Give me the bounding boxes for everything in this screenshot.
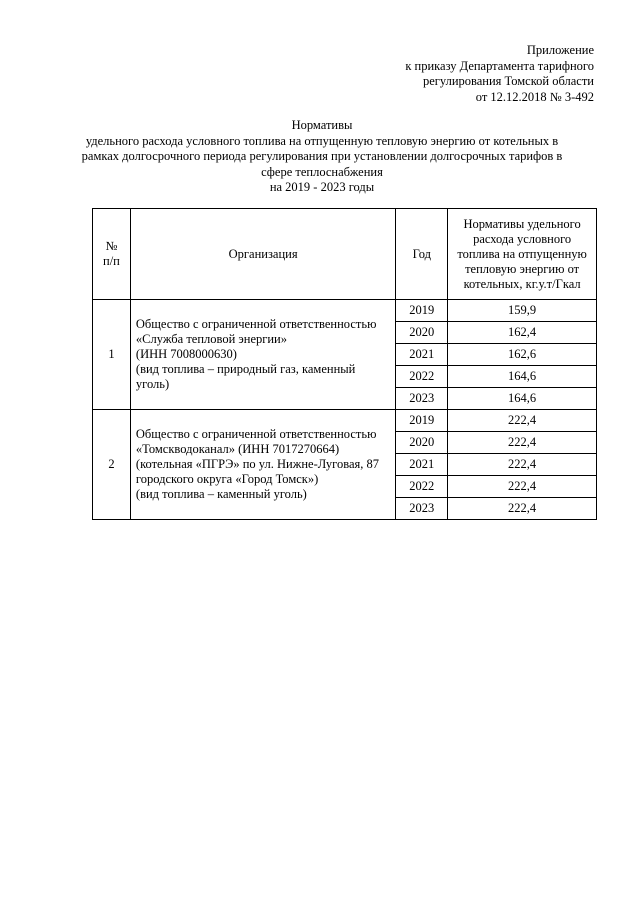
year-cell: 2023	[396, 388, 448, 410]
table-row	[93, 410, 597, 432]
title-line-3: рамках долгосрочного периода регулирования при установлении долгосрочных тарифов в	[81, 149, 563, 163]
title-line-2: удельного расхода условного топлива на отпущенную тепловую энергию от котельных в	[85, 133, 559, 148]
norm-value-cell: 159,9	[448, 300, 597, 322]
appendix-line-4: от 12.12.2018 № 3-492	[475, 89, 594, 104]
table-header-row	[93, 209, 597, 300]
year-cell: 2021	[396, 454, 448, 476]
organization-line: (ИНН 7008000630)	[135, 347, 237, 361]
norm-value-cell: 164,6	[448, 366, 597, 388]
title-line-4: сфере теплоснабжения	[261, 164, 383, 179]
norm-value-cell: 162,4	[448, 322, 597, 344]
year-cell: 2022	[396, 366, 448, 388]
header-norm: Нормативы удельного расхода условного топлива на отпущенную тепловую энергию от котельных, кг.у.т/Гкал	[448, 209, 597, 300]
organization-line: «Служба тепловой энергии»	[135, 332, 287, 346]
year-cell: 2022	[396, 476, 448, 498]
appendix-header	[405, 43, 594, 105]
year-cell: 2023	[396, 498, 448, 520]
table-row	[93, 300, 597, 322]
header-organization: Организация	[130, 209, 395, 300]
header-year: Год	[396, 209, 448, 300]
organization-cell	[130, 300, 395, 410]
norm-value-cell: 162,6	[448, 344, 597, 366]
organization-line: (котельная «ПГРЭ» по ул. Нижне-Луговая, 87 городского округа «Город Томск»)	[135, 457, 380, 486]
norm-value-cell: 222,4	[448, 454, 597, 476]
header-num-line-1: №	[105, 239, 118, 253]
year-cell: 2021	[396, 344, 448, 366]
organization-line: (вид топлива – природный газ, каменный уголь)	[135, 362, 356, 391]
row-number: 1	[93, 300, 131, 410]
document-title	[80, 118, 564, 196]
year-cell: 2019	[396, 410, 448, 432]
organization-line: Общество с ограниченной ответственностью «Томскводоканал» (ИНН 7017270664)	[135, 427, 377, 456]
table-body	[93, 300, 597, 520]
appendix-line-3: регулирования Томской области	[422, 74, 594, 88]
norm-value-cell: 164,6	[448, 388, 597, 410]
appendix-line-2: к приказу Департамента тарифного	[405, 58, 594, 73]
organization-cell	[130, 410, 395, 520]
title-line-5: на 2019 - 2023 годы	[269, 180, 375, 194]
year-cell: 2020	[396, 322, 448, 344]
appendix-line-1: Приложение	[526, 43, 594, 57]
organization-line: (вид топлива – каменный уголь)	[135, 487, 307, 501]
norm-value-cell: 222,4	[448, 410, 597, 432]
year-cell: 2020	[396, 432, 448, 454]
year-cell: 2019	[396, 300, 448, 322]
header-num	[93, 209, 131, 300]
norm-value-cell: 222,4	[448, 498, 597, 520]
header-num-line-2: п/п	[103, 254, 120, 268]
norm-value-cell: 222,4	[448, 432, 597, 454]
norm-value-cell: 222,4	[448, 476, 597, 498]
norms-table	[92, 208, 597, 520]
row-number: 2	[93, 410, 131, 520]
title-line-1: Нормативы	[291, 118, 353, 132]
organization-line: Общество с ограниченной ответственностью	[135, 317, 377, 331]
